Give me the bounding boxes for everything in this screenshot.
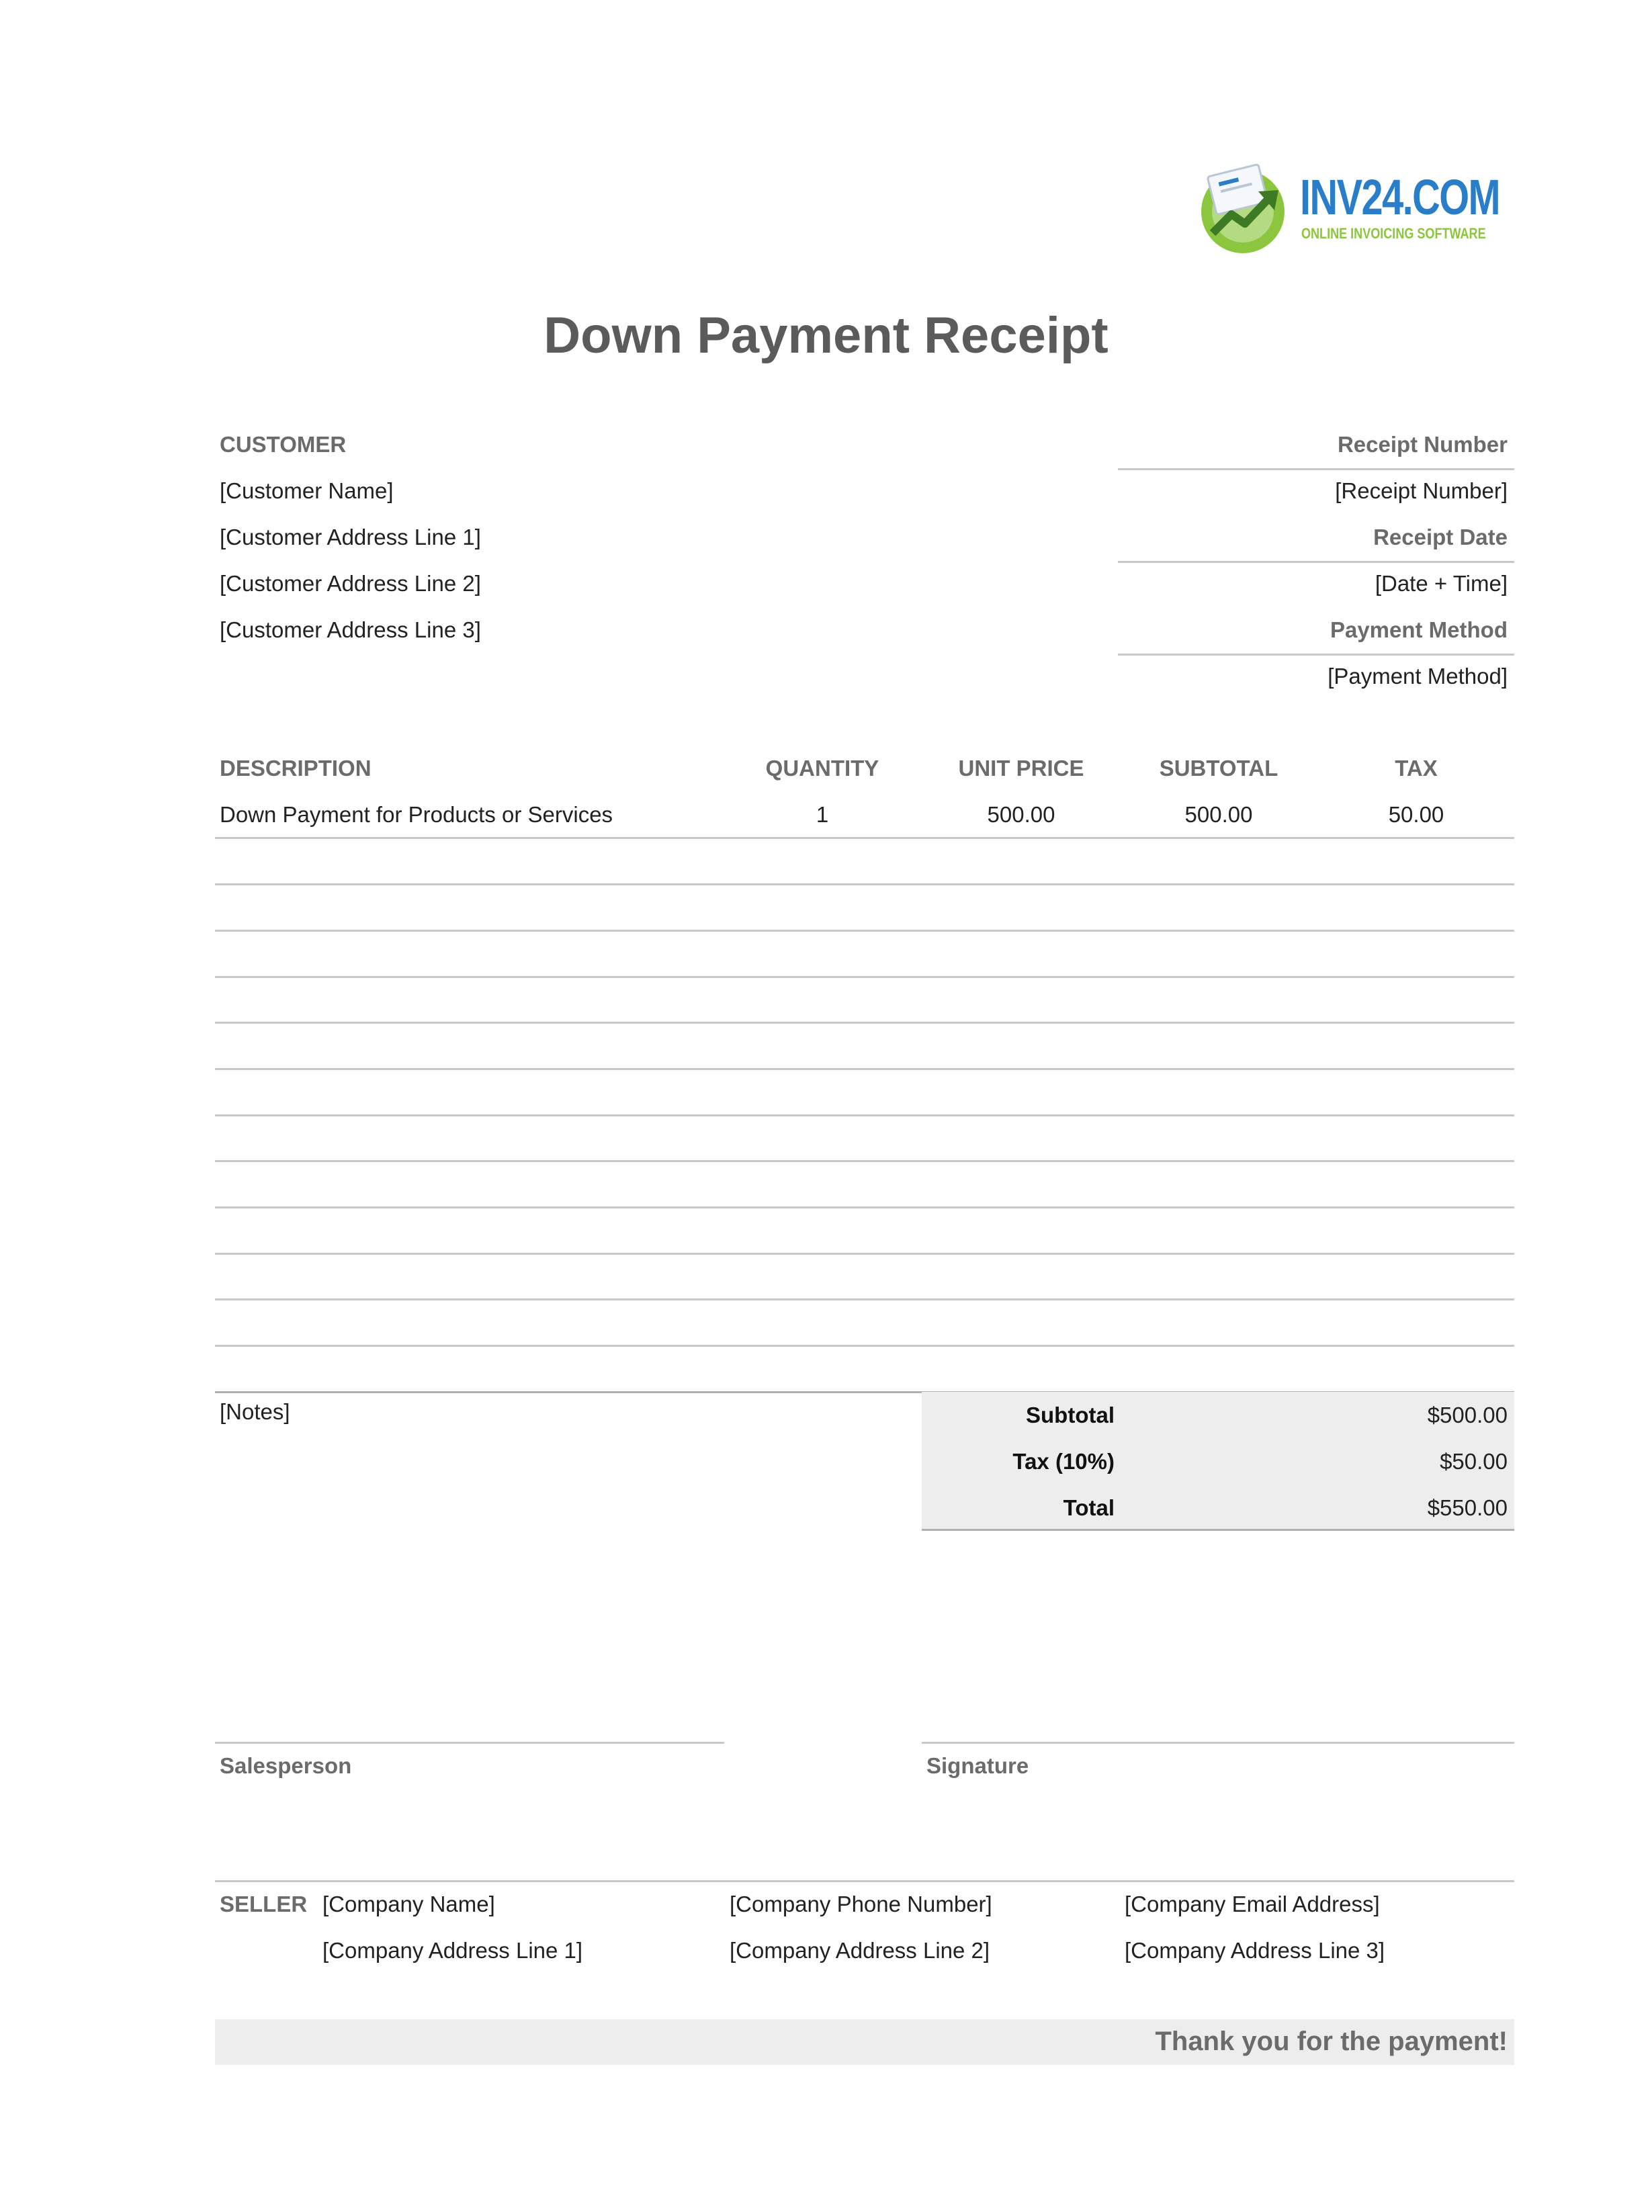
cell-description: Down Payment for Products or Services xyxy=(220,802,613,827)
brand-logo xyxy=(1192,158,1500,255)
row-divider xyxy=(215,930,1514,932)
column-header-subtotal: SUBTOTAL xyxy=(1159,756,1278,781)
salesperson-label: Salesperson xyxy=(220,1753,352,1778)
customer-address-line-3: [Customer Address Line 3] xyxy=(220,617,481,642)
row-divider xyxy=(215,1253,1514,1255)
payment-method-label: Payment Method xyxy=(1330,617,1508,642)
row-divider xyxy=(215,1206,1514,1208)
notes-text: [Notes] xyxy=(220,1399,290,1424)
customer-address-line-1: [Customer Address Line 1] xyxy=(220,525,481,549)
logo-brand-text: INV24.COM xyxy=(1300,169,1500,225)
divider xyxy=(1118,561,1514,563)
totals-panel xyxy=(922,1392,1514,1529)
page-title: Down Payment Receipt xyxy=(544,307,1108,364)
row-divider xyxy=(215,883,1514,885)
row-divider xyxy=(215,1022,1514,1024)
payment-method-value: [Payment Method] xyxy=(1328,664,1508,689)
tax-value: $50.00 xyxy=(1440,1449,1508,1474)
total-label: Total xyxy=(1063,1495,1115,1520)
column-header-quantity: QUANTITY xyxy=(765,756,879,781)
cell-subtotal: 500.00 xyxy=(1184,802,1253,827)
signature-line xyxy=(922,1742,1514,1744)
seller-label: SELLER xyxy=(220,1892,308,1916)
row-divider xyxy=(215,1345,1514,1347)
cell-unit-price: 500.00 xyxy=(987,802,1055,827)
receipt-date-label: Receipt Date xyxy=(1373,525,1508,549)
totals-bottom-border xyxy=(922,1529,1514,1531)
logo-tagline: ONLINE INVOICING SOFTWARE xyxy=(1301,225,1486,242)
row-divider xyxy=(215,1068,1514,1070)
column-header-description: DESCRIPTION xyxy=(220,756,372,781)
row-divider xyxy=(215,1298,1514,1300)
subtotal-value: $500.00 xyxy=(1427,1403,1508,1427)
row-divider xyxy=(215,976,1514,978)
seller-address-line-3: [Company Address Line 3] xyxy=(1125,1938,1385,1963)
seller-phone: [Company Phone Number] xyxy=(730,1892,992,1916)
receipt-number-value: [Receipt Number] xyxy=(1335,478,1508,503)
tax-label: Tax (10%) xyxy=(1012,1449,1115,1474)
seller-address-line-1: [Company Address Line 1] xyxy=(322,1938,583,1963)
row-divider xyxy=(215,837,1514,839)
column-header-tax: TAX xyxy=(1395,756,1438,781)
logo-icon xyxy=(1192,158,1293,255)
receipt-date-value: [Date + Time] xyxy=(1375,571,1508,596)
column-header-unit-price: UNIT PRICE xyxy=(958,756,1084,781)
cell-quantity: 1 xyxy=(816,802,829,827)
total-value: $550.00 xyxy=(1427,1495,1508,1520)
salesperson-line xyxy=(215,1742,724,1744)
thank-you-message: Thank you for the payment! xyxy=(1155,2027,1508,2056)
customer-name: [Customer Name] xyxy=(220,478,394,503)
customer-address-line-2: [Customer Address Line 2] xyxy=(220,571,481,596)
cell-tax: 50.00 xyxy=(1388,802,1444,827)
seller-divider xyxy=(215,1880,1514,1882)
receipt-number-label: Receipt Number xyxy=(1337,432,1508,457)
seller-email: [Company Email Address] xyxy=(1125,1892,1380,1916)
row-divider xyxy=(215,1160,1514,1162)
row-divider xyxy=(215,1114,1514,1116)
signature-label: Signature xyxy=(926,1753,1029,1778)
divider xyxy=(1118,468,1514,470)
subtotal-label: Subtotal xyxy=(1026,1403,1115,1427)
customer-label: CUSTOMER xyxy=(220,432,347,457)
seller-company-name: [Company Name] xyxy=(322,1892,495,1916)
divider xyxy=(1118,654,1514,656)
seller-address-line-2: [Company Address Line 2] xyxy=(730,1938,990,1963)
